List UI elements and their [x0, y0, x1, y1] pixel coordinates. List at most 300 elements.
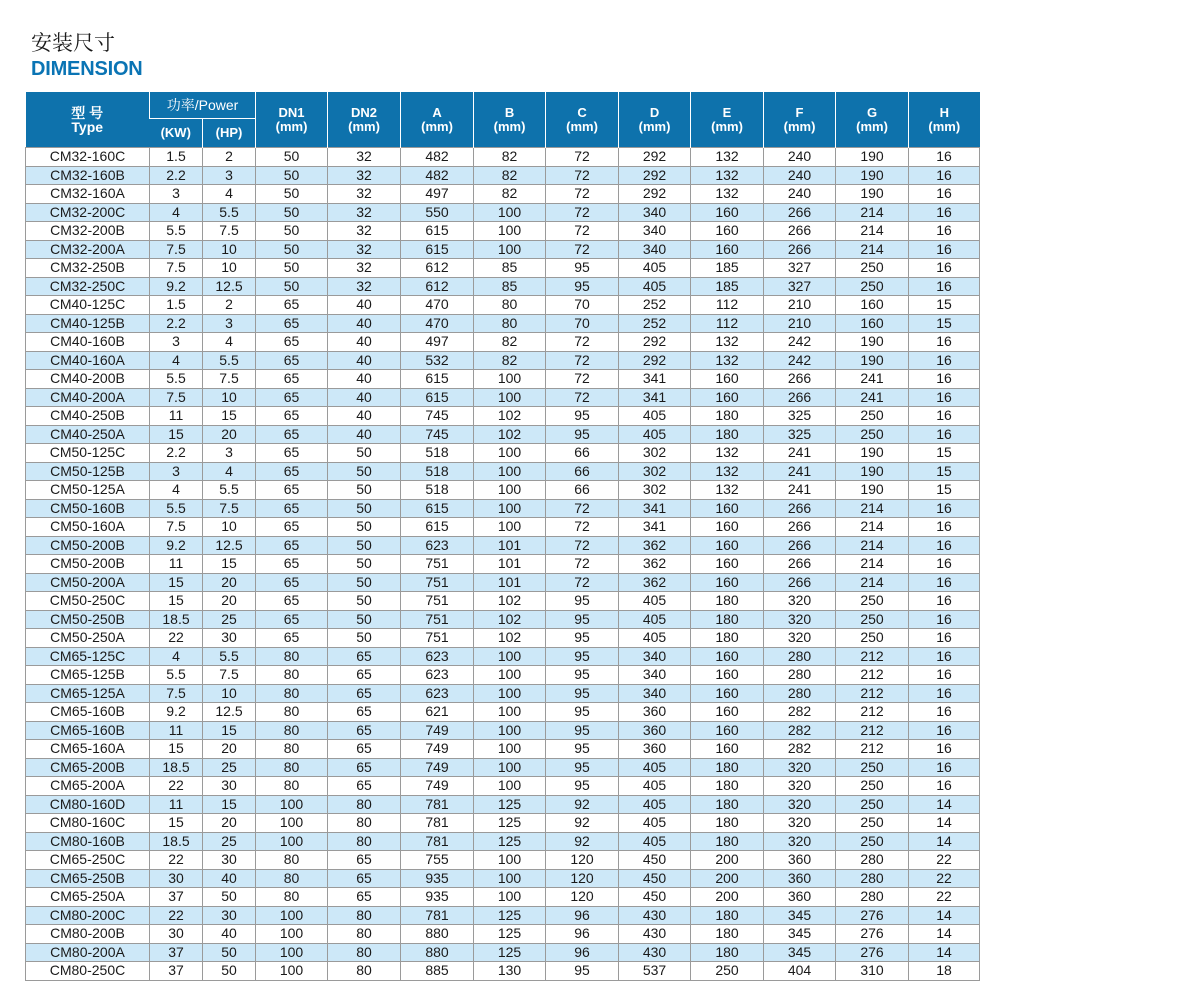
cell-b: 100	[474, 851, 546, 870]
cell-dn2: 40	[328, 296, 401, 315]
cell-power-kw: 15	[150, 740, 203, 759]
cell-power-kw: 22	[150, 906, 203, 925]
cell-b: 100	[474, 444, 546, 463]
cell-type: CM32-160B	[26, 166, 150, 185]
cell-b: 102	[474, 629, 546, 648]
cell-dn1: 65	[256, 333, 328, 352]
cell-e: 180	[691, 777, 764, 796]
cell-d: 360	[619, 740, 691, 759]
cell-e: 200	[691, 869, 764, 888]
cell-b: 85	[474, 277, 546, 296]
cell-h: 16	[909, 666, 980, 685]
column-header-e: E (mm)	[691, 92, 764, 148]
cell-dn2: 50	[328, 462, 401, 481]
cell-g: 214	[836, 499, 909, 518]
cell-b: 82	[474, 148, 546, 167]
cell-f: 320	[764, 832, 836, 851]
cell-type: CM50-250C	[26, 592, 150, 611]
cell-g: 250	[836, 814, 909, 833]
column-header-h: H (mm)	[909, 92, 980, 148]
cell-b: 80	[474, 314, 546, 333]
cell-b: 100	[474, 388, 546, 407]
cell-h: 15	[909, 314, 980, 333]
cell-a: 612	[401, 277, 474, 296]
cell-type: CM65-160B	[26, 721, 150, 740]
cell-type: CM65-250B	[26, 869, 150, 888]
table-row	[26, 610, 980, 629]
cell-power-kw: 4	[150, 203, 203, 222]
cell-c: 95	[546, 277, 619, 296]
cell-dn1: 65	[256, 314, 328, 333]
cell-g: 212	[836, 721, 909, 740]
table-row	[26, 647, 980, 666]
cell-b: 100	[474, 518, 546, 537]
cell-power-hp: 15	[203, 795, 256, 814]
cell-dn1: 65	[256, 592, 328, 611]
cell-b: 100	[474, 499, 546, 518]
cell-b: 100	[474, 740, 546, 759]
table-row	[26, 906, 980, 925]
cell-c: 95	[546, 592, 619, 611]
table-row	[26, 388, 980, 407]
column-header-dn1: DN1 (mm)	[256, 92, 328, 148]
cell-b: 100	[474, 370, 546, 389]
cell-type: CM40-160A	[26, 351, 150, 370]
cell-d: 430	[619, 943, 691, 962]
cell-c: 70	[546, 296, 619, 315]
cell-d: 362	[619, 573, 691, 592]
cell-g: 250	[836, 629, 909, 648]
cell-power-kw: 1.5	[150, 296, 203, 315]
cell-power-hp: 25	[203, 758, 256, 777]
column-header-b: B (mm)	[474, 92, 546, 148]
cell-d: 405	[619, 407, 691, 426]
cell-dn2: 65	[328, 888, 401, 907]
cell-type: CM32-250B	[26, 259, 150, 278]
table-row	[26, 333, 980, 352]
cell-d: 405	[619, 629, 691, 648]
table-row	[26, 370, 980, 389]
table-row	[26, 555, 980, 574]
cell-dn2: 32	[328, 277, 401, 296]
table-row	[26, 888, 980, 907]
cell-power-hp: 2	[203, 296, 256, 315]
cell-dn2: 40	[328, 370, 401, 389]
cell-d: 405	[619, 814, 691, 833]
cell-dn2: 32	[328, 222, 401, 241]
cell-power-hp: 4	[203, 185, 256, 204]
cell-d: 362	[619, 536, 691, 555]
cell-type: CM50-160B	[26, 499, 150, 518]
cell-c: 95	[546, 407, 619, 426]
cell-a: 615	[401, 388, 474, 407]
cell-f: 266	[764, 240, 836, 259]
cell-a: 755	[401, 851, 474, 870]
cell-dn2: 65	[328, 703, 401, 722]
cell-h: 16	[909, 407, 980, 426]
cell-g: 190	[836, 444, 909, 463]
cell-power-kw: 7.5	[150, 388, 203, 407]
cell-c: 72	[546, 222, 619, 241]
cell-type: CM40-125B	[26, 314, 150, 333]
column-header-f: F (mm)	[764, 92, 836, 148]
table-row	[26, 703, 980, 722]
cell-a: 615	[401, 240, 474, 259]
cell-f: 327	[764, 259, 836, 278]
cell-a: 612	[401, 259, 474, 278]
cell-power-kw: 7.5	[150, 259, 203, 278]
cell-dn1: 100	[256, 795, 328, 814]
cell-power-hp: 10	[203, 684, 256, 703]
cell-h: 14	[909, 795, 980, 814]
column-header-a: A (mm)	[401, 92, 474, 148]
cell-a: 749	[401, 758, 474, 777]
cell-b: 85	[474, 259, 546, 278]
cell-a: 532	[401, 351, 474, 370]
cell-c: 96	[546, 906, 619, 925]
cell-a: 621	[401, 703, 474, 722]
table-row	[26, 444, 980, 463]
cell-g: 250	[836, 425, 909, 444]
cell-power-hp: 40	[203, 869, 256, 888]
cell-c: 72	[546, 333, 619, 352]
cell-dn2: 40	[328, 388, 401, 407]
cell-c: 72	[546, 518, 619, 537]
cell-g: 280	[836, 851, 909, 870]
cell-d: 341	[619, 370, 691, 389]
cell-power-kw: 1.5	[150, 148, 203, 167]
cell-b: 100	[474, 647, 546, 666]
cell-dn1: 65	[256, 351, 328, 370]
cell-c: 92	[546, 832, 619, 851]
cell-f: 320	[764, 610, 836, 629]
cell-h: 16	[909, 684, 980, 703]
cell-h: 16	[909, 740, 980, 759]
cell-e: 180	[691, 814, 764, 833]
cell-d: 340	[619, 666, 691, 685]
cell-f: 266	[764, 203, 836, 222]
cell-power-kw: 4	[150, 647, 203, 666]
table-header	[26, 92, 980, 148]
heading-en: DIMENSION	[31, 58, 143, 80]
table-row	[26, 481, 980, 500]
cell-power-hp: 5.5	[203, 481, 256, 500]
cell-dn2: 50	[328, 499, 401, 518]
cell-power-kw: 37	[150, 943, 203, 962]
cell-f: 325	[764, 425, 836, 444]
cell-f: 240	[764, 166, 836, 185]
cell-type: CM50-125A	[26, 481, 150, 500]
cell-a: 751	[401, 592, 474, 611]
cell-power-hp: 5.5	[203, 647, 256, 666]
cell-dn1: 80	[256, 777, 328, 796]
table-row	[26, 536, 980, 555]
cell-c: 95	[546, 758, 619, 777]
cell-power-hp: 12.5	[203, 277, 256, 296]
column-header-g: G (mm)	[836, 92, 909, 148]
table-row	[26, 518, 980, 537]
cell-d: 340	[619, 240, 691, 259]
table-row	[26, 222, 980, 241]
cell-dn2: 50	[328, 573, 401, 592]
table-row	[26, 962, 980, 981]
cell-c: 72	[546, 573, 619, 592]
cell-c: 95	[546, 684, 619, 703]
cell-h: 16	[909, 610, 980, 629]
cell-dn1: 65	[256, 444, 328, 463]
cell-h: 16	[909, 370, 980, 389]
cell-g: 214	[836, 203, 909, 222]
cell-h: 14	[909, 832, 980, 851]
cell-h: 15	[909, 296, 980, 315]
cell-power-kw: 9.2	[150, 703, 203, 722]
cell-power-hp: 3	[203, 166, 256, 185]
cell-type: CM32-160A	[26, 185, 150, 204]
cell-d: 362	[619, 555, 691, 574]
cell-g: 190	[836, 481, 909, 500]
cell-b: 82	[474, 185, 546, 204]
cell-power-kw: 2.2	[150, 314, 203, 333]
cell-c: 95	[546, 666, 619, 685]
cell-d: 450	[619, 851, 691, 870]
table-row	[26, 740, 980, 759]
cell-e: 132	[691, 166, 764, 185]
table-row	[26, 296, 980, 315]
cell-b: 125	[474, 814, 546, 833]
cell-c: 66	[546, 481, 619, 500]
cell-h: 16	[909, 240, 980, 259]
table-row	[26, 407, 980, 426]
table-row	[26, 795, 980, 814]
cell-c: 72	[546, 499, 619, 518]
type-header-cn: 型 号	[71, 104, 104, 121]
cell-power-kw: 15	[150, 425, 203, 444]
cell-g: 190	[836, 148, 909, 167]
cell-d: 405	[619, 425, 691, 444]
cell-d: 405	[619, 592, 691, 611]
cell-a: 470	[401, 314, 474, 333]
cell-f: 282	[764, 740, 836, 759]
cell-g: 241	[836, 388, 909, 407]
cell-g: 212	[836, 666, 909, 685]
cell-dn1: 100	[256, 925, 328, 944]
cell-a: 781	[401, 795, 474, 814]
cell-dn2: 50	[328, 592, 401, 611]
cell-h: 16	[909, 758, 980, 777]
cell-dn1: 50	[256, 222, 328, 241]
cell-dn2: 65	[328, 869, 401, 888]
cell-e: 180	[691, 906, 764, 925]
cell-g: 250	[836, 259, 909, 278]
cell-e: 160	[691, 203, 764, 222]
cell-dn2: 40	[328, 333, 401, 352]
column-header-c: C (mm)	[546, 92, 619, 148]
cell-c: 95	[546, 740, 619, 759]
cell-dn2: 40	[328, 407, 401, 426]
cell-e: 160	[691, 666, 764, 685]
cell-c: 120	[546, 888, 619, 907]
cell-g: 212	[836, 703, 909, 722]
cell-dn1: 65	[256, 536, 328, 555]
cell-power-kw: 5.5	[150, 666, 203, 685]
table-row	[26, 148, 980, 167]
cell-d: 292	[619, 166, 691, 185]
cell-a: 482	[401, 148, 474, 167]
cell-g: 160	[836, 296, 909, 315]
cell-a: 751	[401, 573, 474, 592]
cell-dn1: 65	[256, 425, 328, 444]
cell-e: 132	[691, 462, 764, 481]
cell-type: CM32-200C	[26, 203, 150, 222]
cell-dn1: 50	[256, 203, 328, 222]
cell-h: 15	[909, 481, 980, 500]
cell-e: 200	[691, 851, 764, 870]
cell-a: 623	[401, 684, 474, 703]
cell-power-kw: 11	[150, 555, 203, 574]
cell-type: CM65-250A	[26, 888, 150, 907]
cell-dn1: 80	[256, 869, 328, 888]
cell-dn1: 80	[256, 666, 328, 685]
cell-dn1: 100	[256, 832, 328, 851]
cell-dn2: 32	[328, 240, 401, 259]
cell-power-hp: 40	[203, 925, 256, 944]
cell-b: 102	[474, 407, 546, 426]
cell-g: 280	[836, 888, 909, 907]
cell-c: 72	[546, 536, 619, 555]
cell-h: 16	[909, 166, 980, 185]
cell-power-hp: 30	[203, 777, 256, 796]
cell-c: 72	[546, 166, 619, 185]
cell-c: 72	[546, 388, 619, 407]
cell-a: 751	[401, 610, 474, 629]
cell-b: 100	[474, 684, 546, 703]
cell-f: 325	[764, 407, 836, 426]
column-header-dn2: DN2 (mm)	[328, 92, 401, 148]
cell-dn1: 100	[256, 943, 328, 962]
cell-type: CM65-160B	[26, 703, 150, 722]
column-header-d: D (mm)	[619, 92, 691, 148]
cell-power-kw: 15	[150, 573, 203, 592]
cell-power-kw: 18.5	[150, 832, 203, 851]
cell-d: 292	[619, 333, 691, 352]
cell-g: 250	[836, 277, 909, 296]
cell-power-hp: 30	[203, 851, 256, 870]
cell-type: CM65-125B	[26, 666, 150, 685]
cell-power-kw: 7.5	[150, 684, 203, 703]
cell-d: 360	[619, 721, 691, 740]
cell-power-hp: 25	[203, 610, 256, 629]
cell-a: 749	[401, 740, 474, 759]
cell-b: 125	[474, 943, 546, 962]
cell-a: 781	[401, 832, 474, 851]
table-row	[26, 721, 980, 740]
cell-dn2: 40	[328, 351, 401, 370]
cell-e: 250	[691, 962, 764, 981]
cell-power-kw: 9.2	[150, 536, 203, 555]
cell-g: 280	[836, 869, 909, 888]
cell-f: 360	[764, 851, 836, 870]
cell-power-kw: 11	[150, 407, 203, 426]
cell-b: 100	[474, 758, 546, 777]
cell-b: 101	[474, 573, 546, 592]
cell-power-kw: 2.2	[150, 166, 203, 185]
cell-f: 266	[764, 573, 836, 592]
cell-type: CM65-160A	[26, 740, 150, 759]
cell-e: 132	[691, 481, 764, 500]
cell-h: 16	[909, 425, 980, 444]
cell-g: 190	[836, 185, 909, 204]
cell-f: 320	[764, 795, 836, 814]
cell-type: CM50-250A	[26, 629, 150, 648]
cell-h: 16	[909, 259, 980, 278]
cell-power-hp: 7.5	[203, 222, 256, 241]
table-row	[26, 351, 980, 370]
cell-e: 112	[691, 314, 764, 333]
cell-g: 214	[836, 555, 909, 574]
cell-g: 276	[836, 925, 909, 944]
cell-f: 320	[764, 777, 836, 796]
cell-a: 623	[401, 666, 474, 685]
cell-power-kw: 3	[150, 462, 203, 481]
cell-a: 751	[401, 555, 474, 574]
power-header: 功率/Power	[150, 92, 256, 119]
cell-a: 550	[401, 203, 474, 222]
cell-d: 340	[619, 203, 691, 222]
table-row	[26, 684, 980, 703]
cell-b: 100	[474, 240, 546, 259]
cell-a: 497	[401, 185, 474, 204]
cell-f: 241	[764, 462, 836, 481]
cell-g: 250	[836, 832, 909, 851]
cell-b: 100	[474, 462, 546, 481]
cell-a: 781	[401, 814, 474, 833]
table-row	[26, 629, 980, 648]
cell-dn1: 80	[256, 684, 328, 703]
cell-e: 160	[691, 222, 764, 241]
cell-c: 70	[546, 314, 619, 333]
cell-e: 160	[691, 684, 764, 703]
cell-type: CM32-250C	[26, 277, 150, 296]
cell-power-kw: 18.5	[150, 610, 203, 629]
cell-power-kw: 7.5	[150, 240, 203, 259]
cell-power-hp: 20	[203, 814, 256, 833]
cell-power-hp: 20	[203, 573, 256, 592]
cell-g: 310	[836, 962, 909, 981]
cell-f: 266	[764, 536, 836, 555]
cell-power-hp: 7.5	[203, 666, 256, 685]
cell-c: 66	[546, 462, 619, 481]
cell-a: 497	[401, 333, 474, 352]
cell-c: 95	[546, 610, 619, 629]
cell-type: CM40-200A	[26, 388, 150, 407]
cell-type: CM50-125C	[26, 444, 150, 463]
cell-b: 100	[474, 203, 546, 222]
cell-d: 405	[619, 758, 691, 777]
cell-power-hp: 20	[203, 425, 256, 444]
cell-h: 16	[909, 777, 980, 796]
table-body	[26, 148, 980, 981]
cell-g: 190	[836, 462, 909, 481]
cell-h: 15	[909, 462, 980, 481]
cell-a: 615	[401, 222, 474, 241]
cell-d: 302	[619, 481, 691, 500]
cell-c: 95	[546, 425, 619, 444]
cell-f: 280	[764, 684, 836, 703]
cell-h: 14	[909, 906, 980, 925]
cell-type: CM50-200A	[26, 573, 150, 592]
cell-c: 72	[546, 203, 619, 222]
table-row	[26, 925, 980, 944]
